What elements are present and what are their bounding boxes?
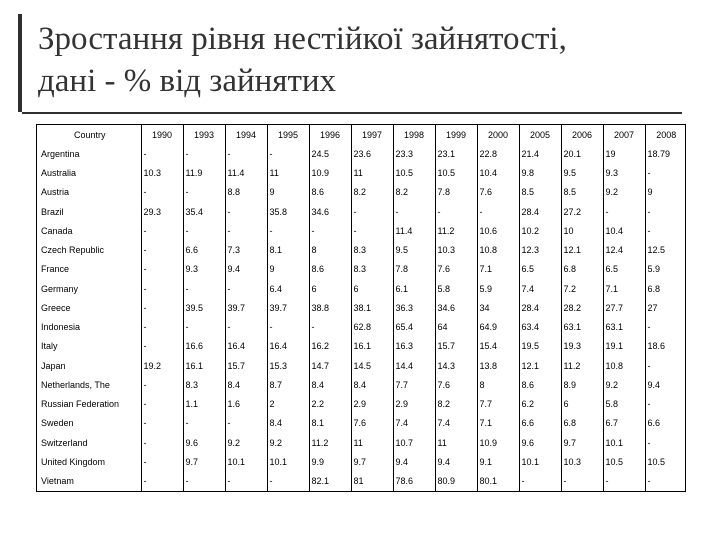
country-cell: Brazil	[41, 206, 64, 217]
value-cell: 6.8	[561, 260, 603, 279]
value-cell: 7.2	[561, 279, 603, 298]
country-cell: Russian Federation	[41, 399, 120, 410]
value-cell: -	[519, 472, 561, 491]
value-cell: 10.5	[603, 452, 645, 471]
value-cell: 29.3	[141, 202, 183, 221]
value-cell: -	[267, 317, 309, 336]
value-cell: 7.1	[603, 279, 645, 298]
value-cell: -	[645, 202, 687, 221]
value-cell: 24.5	[309, 144, 351, 163]
value-cell: 10	[561, 221, 603, 240]
value-cell: 39.7	[267, 298, 309, 317]
value-cell: 11.4	[225, 163, 267, 182]
value-cell: 9	[267, 183, 309, 202]
value-cell: 1.1	[183, 395, 225, 414]
value-cell: 11	[267, 163, 309, 182]
value-cell: -	[267, 144, 309, 163]
value-cell: 63.1	[561, 317, 603, 336]
value-cell: 6.7	[603, 414, 645, 433]
value-cell: -	[561, 472, 603, 491]
value-cell: -	[645, 472, 687, 491]
value-cell: 6.5	[603, 260, 645, 279]
value-cell: -	[435, 202, 477, 221]
value-cell: -	[141, 395, 183, 414]
value-cell: -	[183, 414, 225, 433]
value-cell: 7.3	[225, 240, 267, 259]
table-row	[37, 202, 687, 221]
country-cell: Germany	[41, 283, 79, 294]
country-cell: France	[41, 264, 70, 275]
value-cell: -	[183, 221, 225, 240]
value-cell: 9.7	[561, 433, 603, 452]
header-year: 1998	[393, 125, 435, 144]
value-cell: -	[183, 279, 225, 298]
country-cell: Indonesia	[41, 322, 81, 333]
value-cell: 9.6	[183, 433, 225, 452]
value-cell: -	[183, 144, 225, 163]
value-cell: -	[477, 202, 519, 221]
value-cell: -	[183, 317, 225, 336]
value-cell: 19.5	[519, 337, 561, 356]
value-cell: 6.6	[183, 240, 225, 259]
value-cell: 10.7	[393, 433, 435, 452]
value-cell: 11	[351, 433, 393, 452]
value-cell: 8.4	[309, 375, 351, 394]
value-cell: 28.4	[519, 298, 561, 317]
value-cell: 9.5	[561, 163, 603, 182]
value-cell: 9.2	[267, 433, 309, 452]
value-cell: 23.6	[351, 144, 393, 163]
value-cell: 19.1	[603, 337, 645, 356]
value-cell: -	[645, 356, 687, 375]
country-cell: Japan	[41, 360, 66, 371]
value-cell: 9.2	[225, 433, 267, 452]
value-cell: 6.4	[267, 279, 309, 298]
table-row	[37, 240, 687, 259]
value-cell: 7.4	[435, 414, 477, 433]
value-cell: 6	[351, 279, 393, 298]
value-cell: 9.2	[603, 183, 645, 202]
value-cell: -	[183, 472, 225, 491]
value-cell: 6	[561, 395, 603, 414]
value-cell: 38.1	[351, 298, 393, 317]
value-cell: 11.9	[183, 163, 225, 182]
country-cell: Canada	[41, 225, 73, 236]
header-year: 2000	[477, 125, 519, 144]
value-cell: 15.4	[477, 337, 519, 356]
value-cell: 9.4	[645, 375, 687, 394]
value-cell: 16.4	[267, 337, 309, 356]
value-cell: 10.1	[603, 433, 645, 452]
value-cell: 7.1	[477, 414, 519, 433]
value-cell: -	[141, 221, 183, 240]
value-cell: 10.8	[477, 240, 519, 259]
value-cell: 8.6	[519, 375, 561, 394]
header-year: 2007	[603, 125, 645, 144]
table-row	[37, 472, 687, 491]
value-cell: -	[225, 202, 267, 221]
accent-underline	[22, 112, 682, 114]
value-cell: 9.7	[183, 452, 225, 471]
slide-title-line-1: Зростання рівня нестійкої зайнятості,	[38, 21, 567, 57]
country-cell: Argentina	[41, 148, 80, 159]
value-cell: 10.4	[603, 221, 645, 240]
value-cell: -	[141, 279, 183, 298]
country-cell: Sweden	[41, 418, 74, 429]
value-cell: 2.2	[309, 395, 351, 414]
value-cell: 12.3	[519, 240, 561, 259]
value-cell: 5.8	[435, 279, 477, 298]
value-cell: 28.2	[561, 298, 603, 317]
country-cell: Netherlands, The	[41, 379, 110, 390]
value-cell: -	[645, 317, 687, 336]
value-cell: -	[141, 414, 183, 433]
value-cell: 39.5	[183, 298, 225, 317]
value-cell: 11	[351, 163, 393, 182]
value-cell: -	[645, 433, 687, 452]
value-cell: 15.3	[267, 356, 309, 375]
value-cell: 9.4	[225, 260, 267, 279]
value-cell: 28.4	[519, 202, 561, 221]
header-year: 1995	[267, 125, 309, 144]
value-cell: 8.2	[435, 395, 477, 414]
value-cell: 8.3	[351, 260, 393, 279]
table-body	[37, 144, 687, 491]
table-row	[37, 375, 687, 394]
value-cell: 9.1	[477, 452, 519, 471]
value-cell: 6.6	[519, 414, 561, 433]
value-cell: 14.3	[435, 356, 477, 375]
value-cell: 6	[309, 279, 351, 298]
header-year: 2006	[561, 125, 603, 144]
value-cell: 9.8	[519, 163, 561, 182]
value-cell: 64.9	[477, 317, 519, 336]
value-cell: 5.9	[645, 260, 687, 279]
value-cell: -	[351, 221, 393, 240]
value-cell: 6.8	[645, 279, 687, 298]
value-cell: 34.6	[309, 202, 351, 221]
value-cell: 12.1	[561, 240, 603, 259]
value-cell: 6.6	[645, 414, 687, 433]
value-cell: 8.1	[309, 414, 351, 433]
value-cell: 19	[603, 144, 645, 163]
value-cell: 11.2	[309, 433, 351, 452]
value-cell: 82.1	[309, 472, 351, 491]
value-cell: 16.6	[183, 337, 225, 356]
value-cell: 14.7	[309, 356, 351, 375]
value-cell: 8.2	[351, 183, 393, 202]
value-cell: 5.8	[603, 395, 645, 414]
value-cell: 7.1	[477, 260, 519, 279]
value-cell: 35.4	[183, 202, 225, 221]
value-cell: 23.1	[435, 144, 477, 163]
table-row	[37, 163, 687, 182]
value-cell: 80.9	[435, 472, 477, 491]
value-cell: 15.7	[225, 356, 267, 375]
value-cell: 20.1	[561, 144, 603, 163]
value-cell: 18.6	[645, 337, 687, 356]
value-cell: 7.4	[393, 414, 435, 433]
value-cell: 8.8	[225, 183, 267, 202]
value-cell: -	[141, 240, 183, 259]
value-cell: 11.2	[561, 356, 603, 375]
value-cell: 9	[267, 260, 309, 279]
value-cell: 16.2	[309, 337, 351, 356]
value-cell: 10.3	[141, 163, 183, 182]
value-cell: 12.5	[645, 240, 687, 259]
value-cell: -	[267, 472, 309, 491]
header-year: 1990	[141, 125, 183, 144]
value-cell: 78.6	[393, 472, 435, 491]
value-cell: -	[309, 221, 351, 240]
value-cell: 18.79	[645, 144, 687, 163]
country-cell: Vietnam	[41, 476, 74, 487]
table-header-row	[37, 125, 687, 144]
value-cell: 9.7	[351, 452, 393, 471]
value-cell: 8.3	[183, 375, 225, 394]
value-cell: 63.1	[603, 317, 645, 336]
value-cell: 10.6	[477, 221, 519, 240]
country-cell: Austria	[41, 187, 70, 198]
value-cell: 7.8	[393, 260, 435, 279]
value-cell: -	[183, 183, 225, 202]
value-cell: 7.6	[477, 183, 519, 202]
value-cell: 8.3	[351, 240, 393, 259]
value-cell: 6.8	[561, 414, 603, 433]
value-cell: 9.5	[393, 240, 435, 259]
value-cell: 9.6	[519, 433, 561, 452]
value-cell: 22.8	[477, 144, 519, 163]
value-cell: 9.3	[603, 163, 645, 182]
value-cell: 7.6	[435, 260, 477, 279]
slide-title	[38, 18, 698, 102]
value-cell: 38.8	[309, 298, 351, 317]
value-cell: -	[267, 221, 309, 240]
value-cell: 10.2	[519, 221, 561, 240]
value-cell: -	[225, 279, 267, 298]
value-cell: 23.3	[393, 144, 435, 163]
country-cell: Czech Republic	[41, 245, 105, 256]
value-cell: 35.8	[267, 202, 309, 221]
table-row	[37, 337, 687, 356]
table-row	[37, 221, 687, 240]
value-cell: 10.5	[435, 163, 477, 182]
value-cell: 16.4	[225, 337, 267, 356]
value-cell: -	[225, 472, 267, 491]
value-cell: 14.5	[351, 356, 393, 375]
data-table-container	[36, 124, 686, 492]
value-cell: 7.4	[519, 279, 561, 298]
value-cell: 10.3	[435, 240, 477, 259]
value-cell: 6.5	[519, 260, 561, 279]
value-cell: 12.1	[519, 356, 561, 375]
value-cell: -	[309, 317, 351, 336]
value-cell: 7.8	[435, 183, 477, 202]
header-year: 1993	[183, 125, 225, 144]
value-cell: 8.4	[267, 414, 309, 433]
value-cell: 81	[351, 472, 393, 491]
value-cell: 27.7	[603, 298, 645, 317]
value-cell: 8	[477, 375, 519, 394]
header-year: 1999	[435, 125, 477, 144]
value-cell: -	[225, 414, 267, 433]
table-row	[37, 260, 687, 279]
value-cell: 8.5	[561, 183, 603, 202]
value-cell: -	[645, 395, 687, 414]
value-cell: -	[141, 144, 183, 163]
country-cell: Switzerland	[41, 437, 88, 448]
table-row	[37, 279, 687, 298]
value-cell: 9.3	[183, 260, 225, 279]
table-row	[37, 317, 687, 336]
value-cell: -	[603, 472, 645, 491]
country-cell: Australia	[41, 167, 77, 178]
value-cell: -	[141, 183, 183, 202]
value-cell: 63.4	[519, 317, 561, 336]
value-cell: 5.9	[477, 279, 519, 298]
value-cell: 8	[309, 240, 351, 259]
value-cell: 10.1	[225, 452, 267, 471]
value-cell: 2.9	[351, 395, 393, 414]
value-cell: 27.2	[561, 202, 603, 221]
value-cell: 8.5	[519, 183, 561, 202]
value-cell: 11.2	[435, 221, 477, 240]
value-cell: 10.1	[519, 452, 561, 471]
value-cell: 2	[267, 395, 309, 414]
value-cell: 14.4	[393, 356, 435, 375]
value-cell: 12.4	[603, 240, 645, 259]
table-row	[37, 144, 687, 163]
value-cell: -	[141, 452, 183, 471]
value-cell: 9.4	[393, 452, 435, 471]
value-cell: 10.9	[477, 433, 519, 452]
value-cell: 27	[645, 298, 687, 317]
value-cell: 10.4	[477, 163, 519, 182]
value-cell: 1.6	[225, 395, 267, 414]
value-cell: -	[141, 472, 183, 491]
value-cell: -	[645, 221, 687, 240]
value-cell: -	[645, 163, 687, 182]
value-cell: 8.6	[309, 183, 351, 202]
value-cell: -	[141, 260, 183, 279]
table-row	[37, 414, 687, 433]
slide-title-line-2: дані - % від зайнятих	[38, 63, 337, 99]
value-cell: -	[225, 221, 267, 240]
value-cell: 16.3	[393, 337, 435, 356]
table-row	[37, 298, 687, 317]
header-country: Country	[73, 129, 106, 140]
value-cell: 11	[435, 433, 477, 452]
value-cell: 15.7	[435, 337, 477, 356]
value-cell: 9.4	[435, 452, 477, 471]
value-cell: 65.4	[393, 317, 435, 336]
value-cell: 2.9	[393, 395, 435, 414]
header-year: 1994	[225, 125, 267, 144]
value-cell: 8.4	[351, 375, 393, 394]
header-year: 1996	[309, 125, 351, 144]
value-cell: 8.1	[267, 240, 309, 259]
table-row	[37, 395, 687, 414]
accent-bar	[18, 14, 22, 112]
value-cell: 10.3	[561, 452, 603, 471]
value-cell: 19.3	[561, 337, 603, 356]
value-cell: -	[225, 144, 267, 163]
value-cell: 39.7	[225, 298, 267, 317]
value-cell: 11.4	[393, 221, 435, 240]
value-cell: -	[141, 317, 183, 336]
value-cell: 9.2	[603, 375, 645, 394]
value-cell: 8.2	[393, 183, 435, 202]
value-cell: -	[141, 375, 183, 394]
value-cell: 62.8	[351, 317, 393, 336]
header-year: 2008	[645, 125, 687, 144]
value-cell: 8.4	[225, 375, 267, 394]
value-cell: -	[351, 202, 393, 221]
value-cell: 8.7	[267, 375, 309, 394]
value-cell: -	[141, 337, 183, 356]
value-cell: 21.4	[519, 144, 561, 163]
value-cell: 6.2	[519, 395, 561, 414]
header-year: 2005	[519, 125, 561, 144]
country-cell: Greece	[41, 302, 71, 313]
value-cell: 9.9	[309, 452, 351, 471]
value-cell: 10.5	[393, 163, 435, 182]
value-cell: 10.1	[267, 452, 309, 471]
value-cell: 19.2	[141, 356, 183, 375]
value-cell: 6.1	[393, 279, 435, 298]
value-cell: 7.6	[351, 414, 393, 433]
value-cell: 16.1	[183, 356, 225, 375]
value-cell: 34.6	[435, 298, 477, 317]
value-cell: -	[393, 202, 435, 221]
value-cell: 16.1	[351, 337, 393, 356]
table-row	[37, 356, 687, 375]
country-cell: Italy	[41, 341, 58, 352]
value-cell: 10.8	[603, 356, 645, 375]
value-cell: 34	[477, 298, 519, 317]
value-cell: 7.7	[393, 375, 435, 394]
value-cell: 8.9	[561, 375, 603, 394]
value-cell: 10.5	[645, 452, 687, 471]
value-cell: 8.6	[309, 260, 351, 279]
header-year: 1997	[351, 125, 393, 144]
value-cell: 10.9	[309, 163, 351, 182]
value-cell: -	[141, 298, 183, 317]
value-cell: 9	[645, 183, 687, 202]
data-table	[37, 125, 687, 491]
value-cell: -	[603, 202, 645, 221]
value-cell: 36.3	[393, 298, 435, 317]
table-row	[37, 183, 687, 202]
value-cell: 64	[435, 317, 477, 336]
value-cell: -	[225, 317, 267, 336]
table-row	[37, 433, 687, 452]
value-cell: 13.8	[477, 356, 519, 375]
value-cell: 7.6	[435, 375, 477, 394]
table-row	[37, 452, 687, 471]
country-cell: United Kingdom	[41, 456, 106, 467]
value-cell: -	[141, 433, 183, 452]
value-cell: 7.7	[477, 395, 519, 414]
value-cell: 80.1	[477, 472, 519, 491]
